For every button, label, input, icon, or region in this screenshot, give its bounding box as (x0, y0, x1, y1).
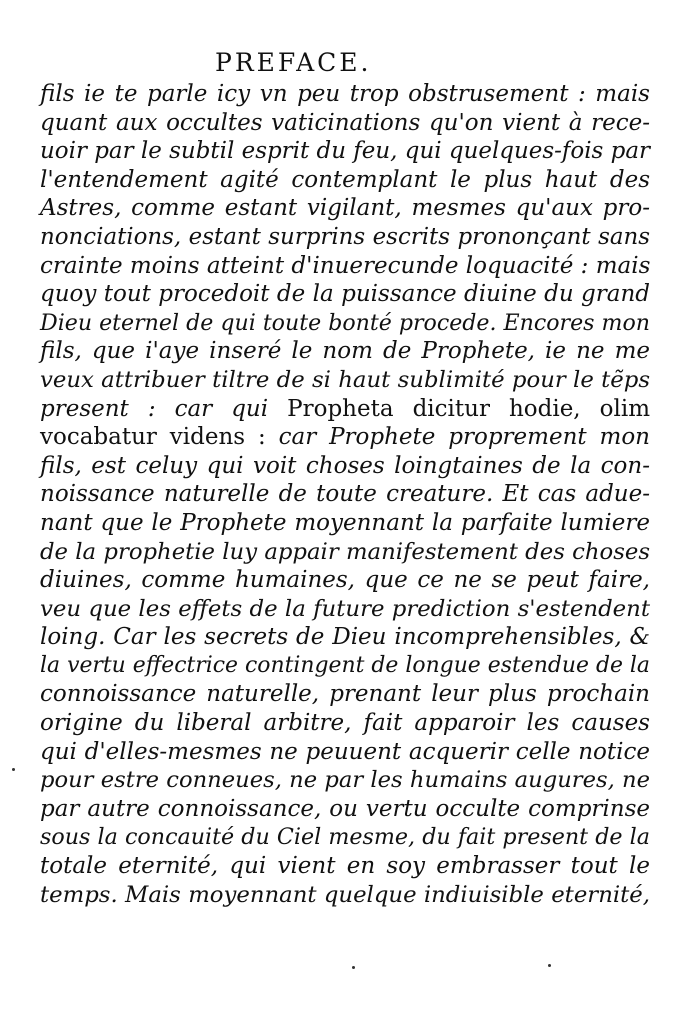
text-line: diuines, comme humaines, que ce ne se peut faire, (40, 567, 650, 594)
text-line: veu que les effets de la future prediction s'estendent (40, 595, 650, 622)
text-line: fils, est celuy qui voit choses loingtaines de la con- (40, 452, 650, 479)
text-line: connoissance naturelle, prenant leur plus prochain (40, 681, 650, 708)
text-line: la vertu effectrice contingent de longue estendue de la (40, 652, 650, 678)
text-line: crainte moins atteint d'inuerecunde loquacité : mais (40, 252, 651, 279)
text-line: nonciations, estant surprins escrits prononçant sans (40, 223, 650, 250)
text-line: temps. Mais moyennant quelque indiuisible eternité, (40, 881, 650, 908)
ink-speck (12, 768, 15, 771)
text-line: pour estre conneues, ne par les humains augures, ne (40, 767, 650, 794)
text-line: quoy tout procedoit de la puissance diuine du grand (40, 281, 650, 308)
text-line: l'entendement agité contemplant le plus haut des (40, 166, 650, 193)
body-text (40, 80, 650, 909)
running-head: PREFACE. (215, 48, 372, 77)
italic-segment: present : car qui (40, 395, 288, 422)
text-line: Astres, comme estant vigilant, mesmes qu'aux pro- (40, 195, 650, 222)
text-line: noissance naturelle de toute creature. Et cas adue- (40, 481, 650, 508)
roman-segment: Propheta dicitur hodie, olim (287, 395, 651, 422)
text-line: loing. Car les secrets de Dieu incomprehensibles, & (40, 624, 650, 651)
text-line: origine du liberal arbitre, fait apparoir les causes (40, 710, 650, 737)
text-line: qui d'elles-mesmes ne peuuent acquerir celle notice (40, 738, 650, 765)
text-line: nant que le Prophete moyennant la parfaite lumiere (40, 509, 650, 536)
text-line-mixed (40, 423, 650, 452)
text-line: quant aux occultes vaticinations qu'on vient à rece- (40, 109, 650, 136)
ink-speck (352, 966, 355, 969)
text-line: de la prophetie luy appair manifestement des choses (40, 538, 650, 565)
text-line: par autre connoissance, ou vertu occulte comprinse (40, 795, 650, 822)
roman-segment: vocabatur videns : (40, 424, 279, 451)
text-line-mixed (40, 395, 650, 424)
text-line: totale eternité, qui vient en soy embrasser tout le (40, 853, 650, 880)
text-line: veux attribuer tiltre de si haut sublimité pour le tẽps (40, 366, 650, 393)
text-line: Dieu eternel de qui toute bonté procede. Encores mon (40, 309, 650, 336)
text-line: fils ie te parle icy vn peu trop obstrusement : mais (40, 81, 650, 107)
text-line: fils, que i'aye inseré le nom de Prophete, ie ne me (40, 338, 650, 365)
text-line: uoir par le subtil esprit du feu, qui quelques-fois par (40, 138, 650, 165)
italic-segment: car Prophete proprement mon (278, 424, 650, 451)
ink-speck (548, 964, 551, 967)
text-line: sous la concauité du Ciel mesme, du fait present de la (40, 824, 650, 851)
